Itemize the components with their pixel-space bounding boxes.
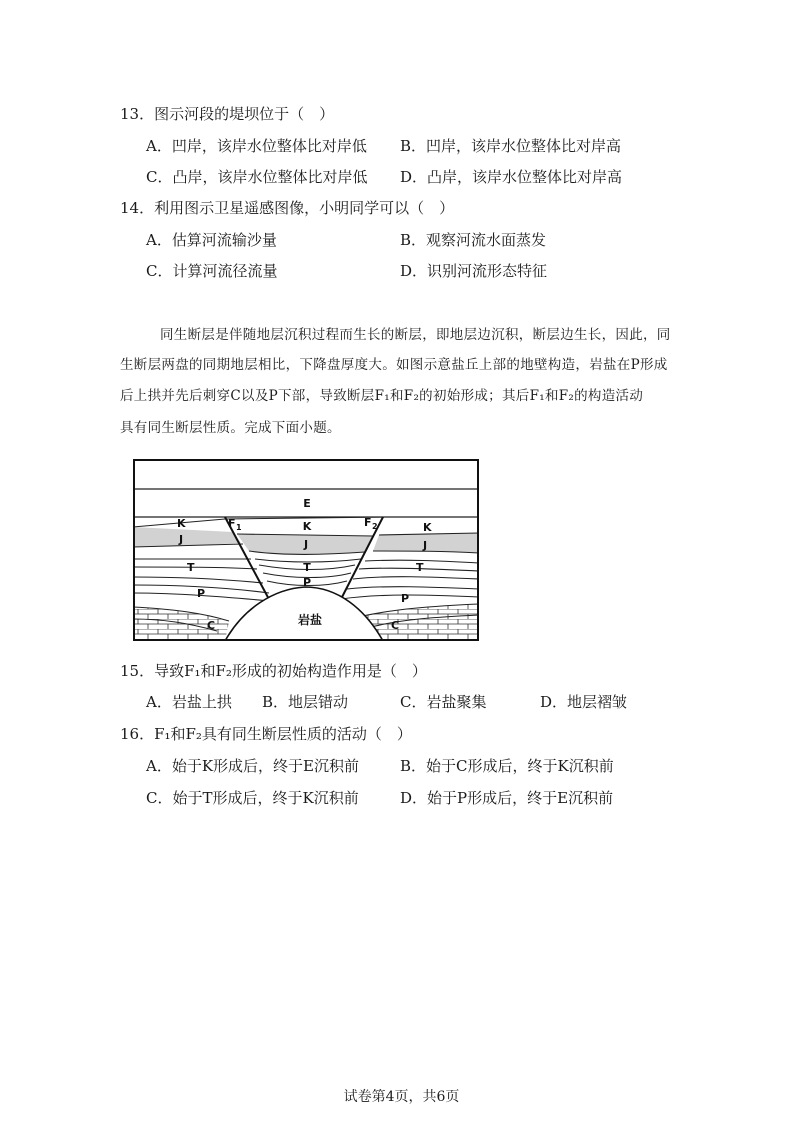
passage-line-1: 同生断层是伴随地层沉积过程而生长的断层，即地层边沉积，断层边生长，因此，同 bbox=[160, 327, 671, 343]
label-j-middle: J bbox=[303, 538, 309, 551]
question-13-option-b: B．凹岸，该岸水位整体比对岸高 bbox=[400, 137, 622, 155]
question-14-stem: 14．利用图示卫星遥感图像，小明同学可以（ ） bbox=[120, 199, 455, 217]
question-13-option-d: D．凸岸，该岸水位整体比对岸高 bbox=[400, 168, 623, 186]
label-j-right: J bbox=[423, 539, 428, 552]
question-15-option-c: C．岩盐聚集 bbox=[400, 693, 487, 711]
label-f1: F bbox=[228, 517, 236, 530]
label-k-middle: K bbox=[302, 520, 312, 533]
question-16-stem: 16．F₁和F₂具有同生断层性质的活动（ ） bbox=[120, 725, 412, 743]
question-15-option-a: A．岩盐上拱 bbox=[146, 693, 232, 711]
passage-line-2: 生断层两盘的同期地层相比，下降盘厚度大。如图示意盐丘上部的地壁构造，岩盐在P形成 bbox=[120, 357, 668, 373]
question-13-option-c: C．凸岸，该岸水位整体比对岸低 bbox=[146, 168, 368, 186]
label-t-right: T bbox=[416, 561, 424, 574]
question-16-option-d: D．始于P形成后，终于E沉积前 bbox=[400, 789, 614, 807]
label-k-right: K bbox=[423, 521, 432, 534]
question-14-option-c: C．计算河流径流量 bbox=[146, 262, 278, 280]
question-14-option-a: A．估算河流输沙量 bbox=[146, 231, 277, 249]
label-c-left: C bbox=[207, 619, 216, 632]
question-13-option-a: A．凹岸，该岸水位整体比对岸低 bbox=[146, 137, 367, 155]
question-15-option-d: D．地层褶皱 bbox=[540, 693, 628, 711]
label-k-left: K bbox=[177, 517, 186, 530]
label-p-left: P bbox=[197, 587, 206, 600]
label-f2-subscript: 2 bbox=[372, 522, 378, 531]
salt-dome-cross-section bbox=[133, 459, 479, 641]
question-16-option-c: C．始于T形成后，终于K沉积前 bbox=[146, 789, 359, 807]
question-15-option-b: B．地层错动 bbox=[262, 693, 349, 711]
label-j-left: J bbox=[179, 533, 184, 546]
label-p-middle: P bbox=[302, 576, 312, 589]
label-t-left: T bbox=[187, 561, 195, 574]
question-14-option-b: B．观察河流水面蒸发 bbox=[400, 231, 547, 249]
label-c-right: C bbox=[391, 619, 400, 632]
label-e: E bbox=[303, 497, 311, 510]
label-t-middle: T bbox=[303, 561, 311, 574]
passage-line-4: 具有同生断层性质。完成下面小题。 bbox=[120, 420, 341, 436]
question-16-option-b: B．始于C形成后，终于K沉积前 bbox=[400, 757, 614, 775]
label-f1-subscript: 1 bbox=[236, 523, 242, 532]
question-15-stem: 15．导致F₁和F₂形成的初始构造作用是（ ） bbox=[120, 662, 427, 680]
label-rock-salt: 岩盐 bbox=[297, 613, 323, 627]
label-f2: F bbox=[364, 516, 372, 529]
page-footer: 试卷第4页，共6页 bbox=[343, 1089, 460, 1105]
label-p-right: P bbox=[401, 592, 410, 605]
question-16-option-a: A．始于K形成后，终于E沉积前 bbox=[146, 757, 359, 775]
question-13-stem: 13．图示河段的堤坝位于（ ） bbox=[120, 105, 335, 123]
question-14-option-d: D．识别河流形态特征 bbox=[400, 262, 548, 280]
passage-line-3: 后上拱并先后刺穿C以及P下部，导致断层F₁和F₂的初始形成；其后F₁和F₂的构造活动 bbox=[120, 388, 644, 404]
